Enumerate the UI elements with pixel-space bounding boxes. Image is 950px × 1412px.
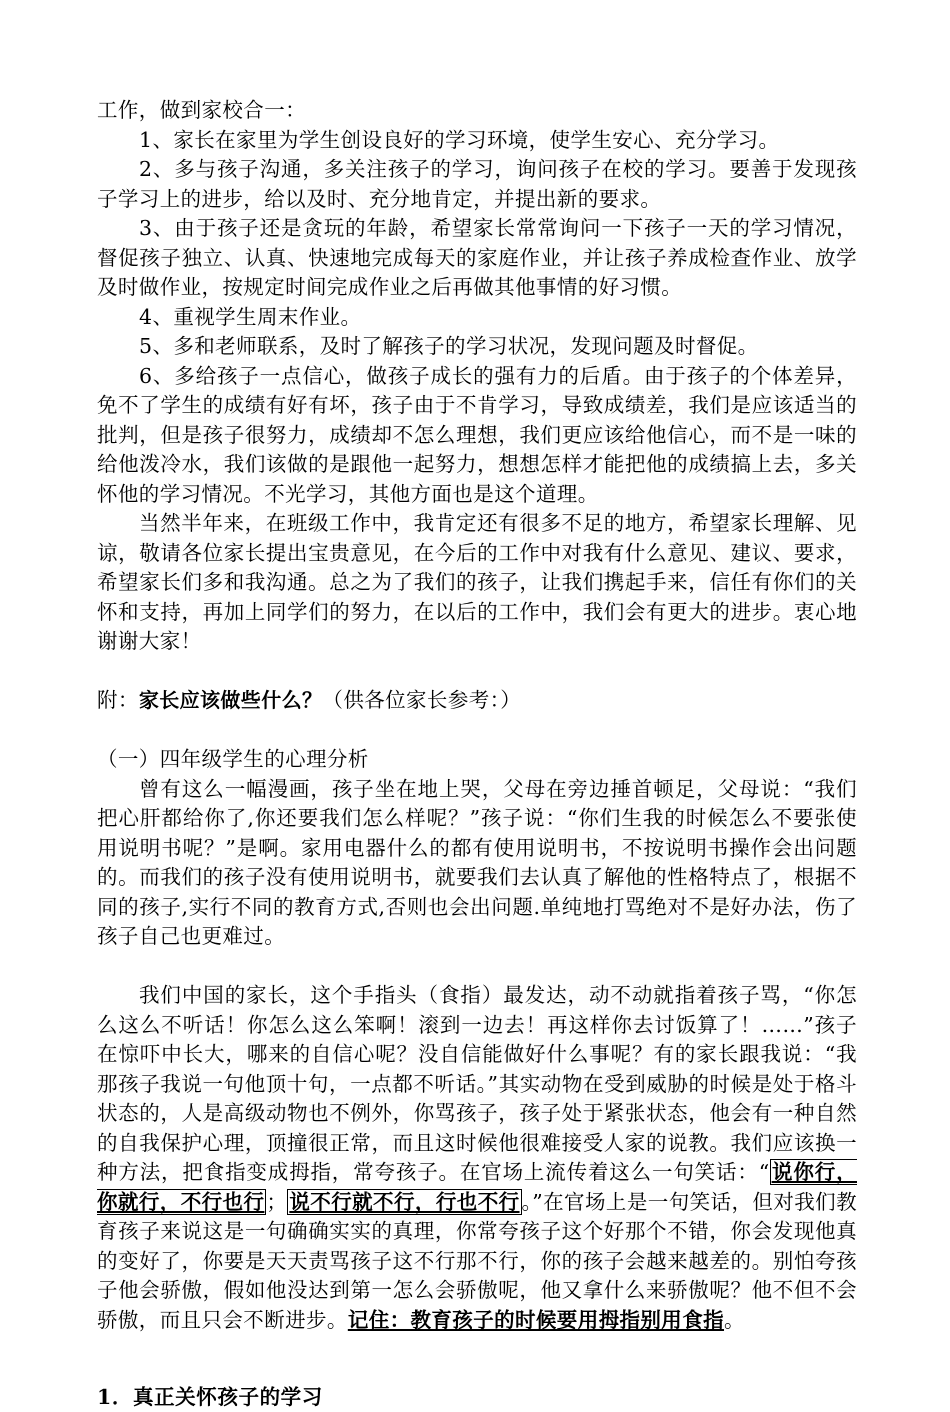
paragraph-item-5: 5、多和老师联系，及时了解孩子的学习状况，发现问题及时督促。 xyxy=(97,332,857,362)
appendix-prefix: 附： xyxy=(97,688,139,712)
appendix-title: 家长应该做些什么？ xyxy=(139,688,323,712)
paragraph-end: 。 xyxy=(724,1308,745,1332)
blank-line xyxy=(97,1335,857,1365)
paragraph-item-6: 6、多给孩子一点信心，做孩子成长的强有力的后盾。由于孩子的个体差异，免不了学生的成绩有好有坏，孩子由于不肯学习，导致成绩差，我们是应该适当的批判，但是孩子很努力，成绩却不怎么理想，我们更应该给他信心，而不是一味的给他泼冷水，我们该做的是跟他一起努力，想想怎样才能把他的成绩搞上去，多关怀他的学习情况。不光学习，其他方面也是这个道理。 xyxy=(97,362,857,510)
section-title: （一）四年级学生的心理分析 xyxy=(97,745,857,775)
paragraph-item-2: 2、多与孩子沟通，多关注孩子的学习，询问孩子在校的学习。要善于发现孩子学习上的进步，给以及时、充分地肯定，并提出新的要求。 xyxy=(97,155,857,214)
blank-line xyxy=(97,716,857,746)
paragraph-finger xyxy=(97,981,857,1335)
paragraph-closing: 当然半年来，在班级工作中，我肯定还有很多不足的地方，希望家长理解、见谅，敬请各位家长提出宝贵意见，在今后的工作中对我有什么意见、建议、要求，希望家长们多和我沟通。总之为了我们的孩子，让我们携起手来，信任有你们的关怀和支持，再加上同学们的努力，在以后的工作中，我们会有更大的进步。衷心地谢谢大家！ xyxy=(97,509,857,657)
paragraph-intro: 工作，做到家校合一： xyxy=(97,96,857,126)
appendix-line xyxy=(97,686,857,716)
heading-1: 1．真正关怀孩子的学习 xyxy=(97,1383,857,1412)
paragraph-item-1: 1、家长在家里为学生创设良好的学习环境，使学生安心、充分学习。 xyxy=(97,126,857,156)
paragraph-item-3: 3、由于孩子还是贪玩的年龄，希望家长常常询问一下孩子一天的学习情况，督促孩子独立、认真、快速地完成每天的家庭作业，并让孩子养成检查作业、放学及时做作业，按规定时间完成作业之后再做其他事情的好习惯。 xyxy=(97,214,857,303)
appendix-suffix: （供各位家长参考：） xyxy=(322,688,521,712)
paragraph-item-4: 4、重视学生周末作业。 xyxy=(97,303,857,333)
paragraph-text: 我们中国的家长，这个手指头（食指）最发达，动不动就指着孩子骂，“你怎么这么不听话！你怎么这么笨啊！滚到一边去！再这样你去讨饭算了！……”孩子在惊吓中长大，哪来的自信心呢？没自信能做好什么事呢？有的家长跟我说：“我那孩子我说一句他顶十句，一点都不听话。”其实动物在受到威胁的时候是处于格斗状态的，人是高级动物也不例外，你骂孩子，孩子处于紧张状态，他会有一种自然的自我保护心理，顶撞很正常，而且这时候他很难接受人家的说教。我们应该换一种方法，把食指变成拇指，常夸孩子。在官场上流传着这么一句笑话：“ xyxy=(97,983,857,1184)
blank-line xyxy=(97,1365,857,1383)
boxed-quote-2: 说不行就不行，行也不行 xyxy=(287,1189,521,1215)
separator: ； xyxy=(266,1190,287,1214)
blank-line xyxy=(97,657,857,687)
blank-line xyxy=(97,952,857,982)
document-page xyxy=(97,96,857,1412)
paragraph-cartoon: 曾有这么一幅漫画，孩子坐在地上哭，父母在旁边捶首顿足，父母说：“我们把心肝都给你了,你还要我们怎么样呢？”孩子说：“你们生我的时候怎么不要张使用说明书呢？”是啊。家用电器什么的都有使用说明书，不按说明书操作会出问题的。而我们的孩子没有使用说明书，就要我们去认真了解他的性格特点了，根据不同的孩子,实行不同的教育方式,否则也会出问题.单纯地打骂绝对不是好办法，伤了孩子自己也更难过。 xyxy=(97,775,857,952)
boxed-quote-1: 说你行，你就行，不行也行 xyxy=(97,1159,857,1215)
emphasis-text: 记住：教育孩子的时候要用拇指别用食指 xyxy=(348,1308,724,1332)
paragraph-text: 。”在官场上是一句笑话，但对我们教育孩子来说这是一句确确实实的真理，你常夸孩子这个好那个不错，你会发现他真的变好了，你要是天天责骂孩子这不行那不行，你的孩子会越来越差的。别怕夸孩子他会骄傲，假如他没达到第一怎么会骄傲呢，他又拿什么来骄傲呢？他不但不会骄傲，而且只会不断进步。 xyxy=(97,1190,857,1332)
